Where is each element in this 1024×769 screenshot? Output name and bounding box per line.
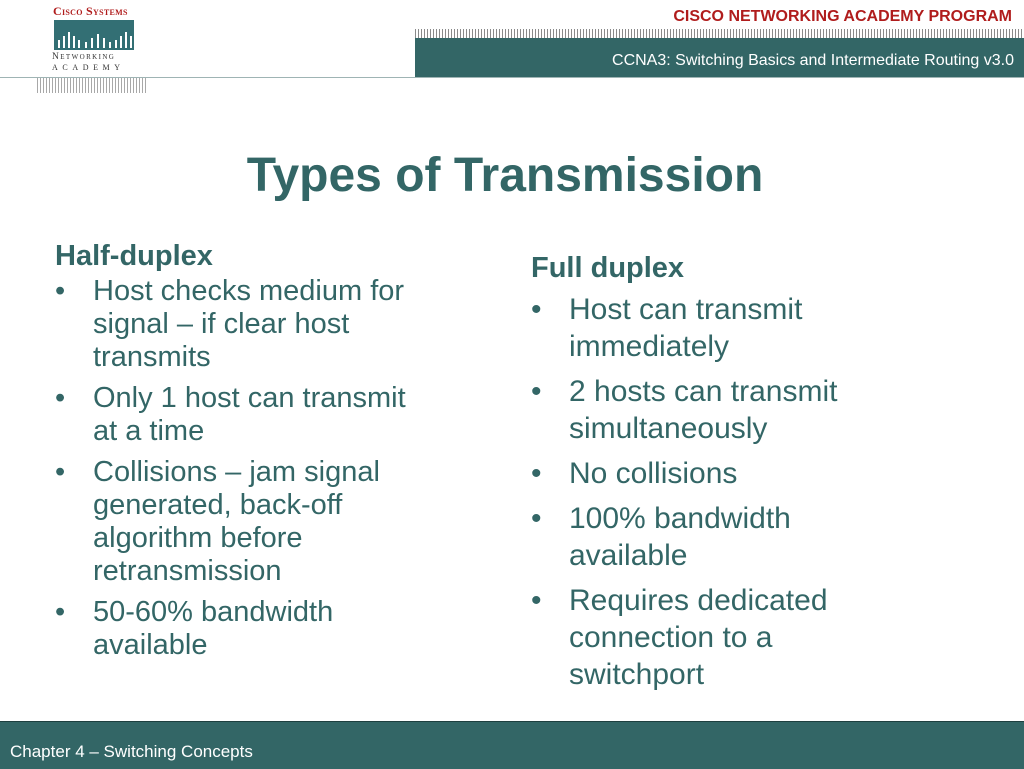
full-duplex-list — [531, 291, 891, 693]
program-title: CISCO NETWORKING ACADEMY PROGRAM — [673, 8, 1012, 25]
bullet-icon: • — [55, 456, 66, 488]
list-item-text: 2 hosts can transmit simultaneously — [569, 375, 838, 445]
list-item — [531, 455, 891, 492]
half-duplex-heading: Half-duplex — [55, 240, 213, 272]
list-item — [55, 275, 435, 374]
course-title-bar — [415, 38, 1024, 77]
bullet-icon: • — [531, 457, 542, 490]
footer-bar — [0, 721, 1024, 769]
list-item-text: Only 1 host can transmit at a time — [93, 382, 406, 447]
half-duplex-list — [55, 275, 435, 662]
list-item-text: 50-60% bandwidth available — [93, 596, 334, 661]
full-duplex-column — [531, 252, 891, 701]
bullet-icon: • — [531, 502, 542, 535]
list-item — [531, 582, 891, 693]
header-divider — [0, 77, 1024, 78]
bullet-icon: • — [531, 293, 542, 326]
list-item — [55, 456, 435, 588]
list-item — [55, 382, 435, 448]
bullet-icon: • — [55, 275, 66, 307]
decorative-stripe-right — [415, 29, 1024, 38]
logo-networking-text: Networking — [52, 52, 116, 62]
logo-brand-text: Cisco Systems — [53, 4, 128, 18]
bullet-icon: • — [55, 596, 66, 628]
list-item-text: Requires dedicated connection to a switchport — [569, 584, 828, 691]
full-duplex-heading: Full duplex — [531, 252, 685, 284]
list-item — [531, 373, 891, 447]
decorative-stripe-left — [37, 78, 147, 93]
cisco-networking-academy-logo — [50, 4, 140, 74]
bullet-icon: • — [531, 584, 542, 617]
half-duplex-column — [55, 240, 435, 670]
course-title: CCNA3: Switching Basics and Intermediate Routing v3.0 — [612, 52, 1014, 69]
bullet-icon: • — [531, 375, 542, 408]
list-item-text: Host checks medium for signal – if clear host transmits — [93, 275, 405, 373]
chapter-label: Chapter 4 – Switching Concepts — [10, 742, 253, 761]
list-item-text: Collisions – jam signal generated, back-off algorithm before retransmission — [93, 456, 380, 587]
list-item — [531, 291, 891, 365]
list-item-text: No collisions — [569, 457, 738, 490]
list-item — [55, 596, 435, 662]
list-item-text: 100% bandwidth available — [569, 502, 791, 572]
list-item-text: Host can transmit immediately — [569, 293, 803, 363]
list-item — [531, 500, 891, 574]
slide-title: Types of Transmission — [246, 149, 764, 202]
bullet-icon: • — [55, 382, 66, 414]
cisco-bridge-icon — [54, 20, 134, 50]
logo-academy-text: ACADEMY — [52, 63, 125, 72]
